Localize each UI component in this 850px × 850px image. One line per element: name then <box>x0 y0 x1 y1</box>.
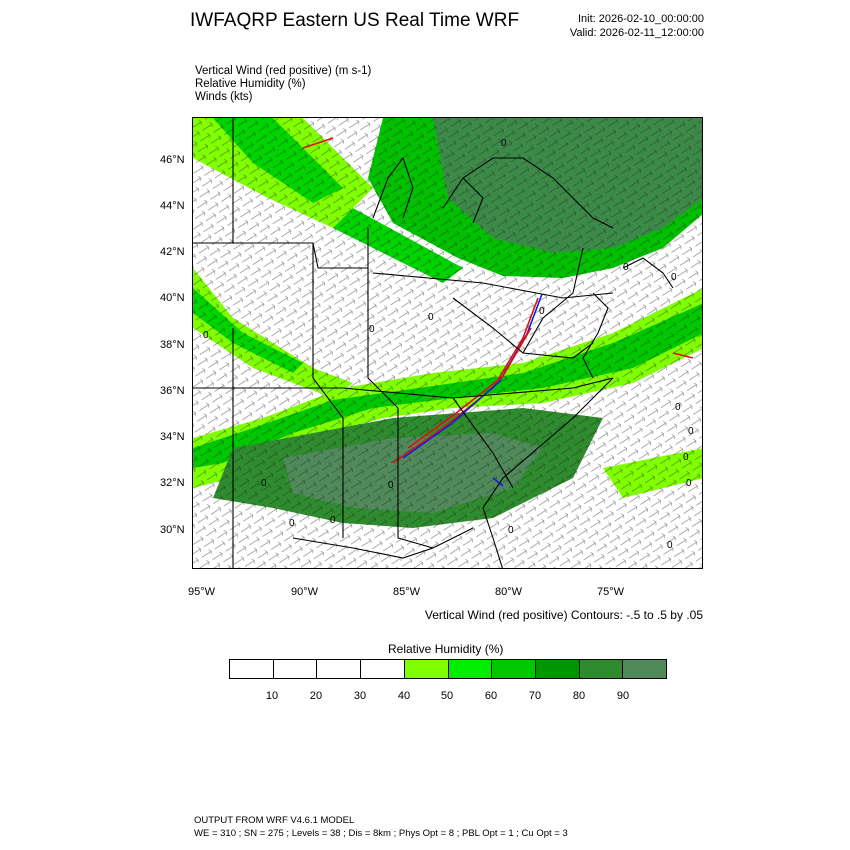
contour-label-0: 0 <box>261 478 267 489</box>
contour-label-0: 0 <box>289 518 295 529</box>
colorbar <box>229 659 667 679</box>
lat-label-42n: 42°N <box>160 246 185 258</box>
contour-label-0: 0 <box>388 480 394 491</box>
colorbar-box <box>405 660 449 678</box>
contour-label-0: 0 <box>508 525 514 536</box>
lon-label-75w: 75°W <box>597 586 625 598</box>
field-label-winds: Winds (kts) <box>195 91 253 103</box>
colorbar-box <box>492 660 536 678</box>
contour-label-0: 0 <box>623 262 629 273</box>
valid-time: Valid: 2026-02-11_12:00:00 <box>569 27 704 39</box>
lon-label-80w: 80°W <box>495 586 523 598</box>
wind-barbs <box>193 118 703 569</box>
contour-label-0: 0 <box>688 426 694 437</box>
colorbar-label: 60 <box>484 690 498 702</box>
contour-label-0: 0 <box>203 330 209 341</box>
lat-label-34n: 34°N <box>160 431 185 443</box>
colorbar-box <box>317 660 361 678</box>
field-label-vertical-wind: Vertical Wind (red positive) (m s-1) <box>195 65 372 77</box>
contour-label-0: 0 <box>330 515 336 526</box>
lon-label-95w: 95°W <box>188 586 216 598</box>
colorbar-label: 30 <box>353 690 367 702</box>
lat-label-46n: 46°N <box>160 154 185 166</box>
lon-label-90w: 90°W <box>291 586 319 598</box>
lat-label-30n: 30°N <box>160 524 185 536</box>
colorbar-label: 90 <box>616 690 630 702</box>
contour-label-0: 0 <box>686 478 692 489</box>
plot-title: IWFAQRP Eastern US Real Time WRF <box>190 10 520 31</box>
colorbar-label: 50 <box>440 690 454 702</box>
colorbar-box <box>623 660 666 678</box>
contour-label-0: 0 <box>671 272 677 283</box>
lat-label-36n: 36°N <box>160 385 185 397</box>
colorbar-box <box>361 660 405 678</box>
lat-label-44n: 44°N <box>160 200 185 212</box>
lat-label-38n: 38°N <box>160 339 185 351</box>
lat-label-32n: 32°N <box>160 477 185 489</box>
field-label-relative-humidity: Relative Humidity (%) <box>195 78 306 90</box>
colorbar-box <box>230 660 274 678</box>
contour-label-0: 0 <box>428 312 434 323</box>
contour-label-0: 0 <box>667 540 673 551</box>
contour-label-0: 0 <box>501 138 507 149</box>
colorbar-label: 40 <box>397 690 411 702</box>
contour-label-0: 0 <box>369 324 375 335</box>
colorbar-title: Relative Humidity (%) <box>388 642 504 656</box>
contour-note: Vertical Wind (red positive) Contours: -.5 to .5 by .05 <box>424 608 703 622</box>
lon-label-85w: 85°W <box>393 586 421 598</box>
contour-label-0: 0 <box>683 452 689 463</box>
lat-label-40n: 40°N <box>160 292 185 304</box>
map-panel <box>192 117 703 569</box>
footer-config-line: WE = 310 ; SN = 275 ; Levels = 38 ; Dis = 8km ; Phys Opt = 8 ; PBL Opt = 1 ; Cu Opt = 3 <box>194 828 568 839</box>
footer-model-line: OUTPUT FROM WRF V4.6.1 MODEL <box>194 815 355 826</box>
init-time: Init: 2026-02-10_00:00:00 <box>578 13 704 25</box>
colorbar-box <box>536 660 580 678</box>
colorbar-label: 10 <box>265 690 279 702</box>
contour-label-0: 0 <box>539 306 545 317</box>
colorbar-label: 80 <box>572 690 586 702</box>
map-svg <box>193 118 703 569</box>
contour-label-0: 0 <box>675 402 681 413</box>
colorbar-label: 70 <box>528 690 542 702</box>
colorbar-box <box>274 660 318 678</box>
colorbar-box <box>580 660 624 678</box>
colorbar-label: 20 <box>309 690 323 702</box>
colorbar-box <box>449 660 493 678</box>
